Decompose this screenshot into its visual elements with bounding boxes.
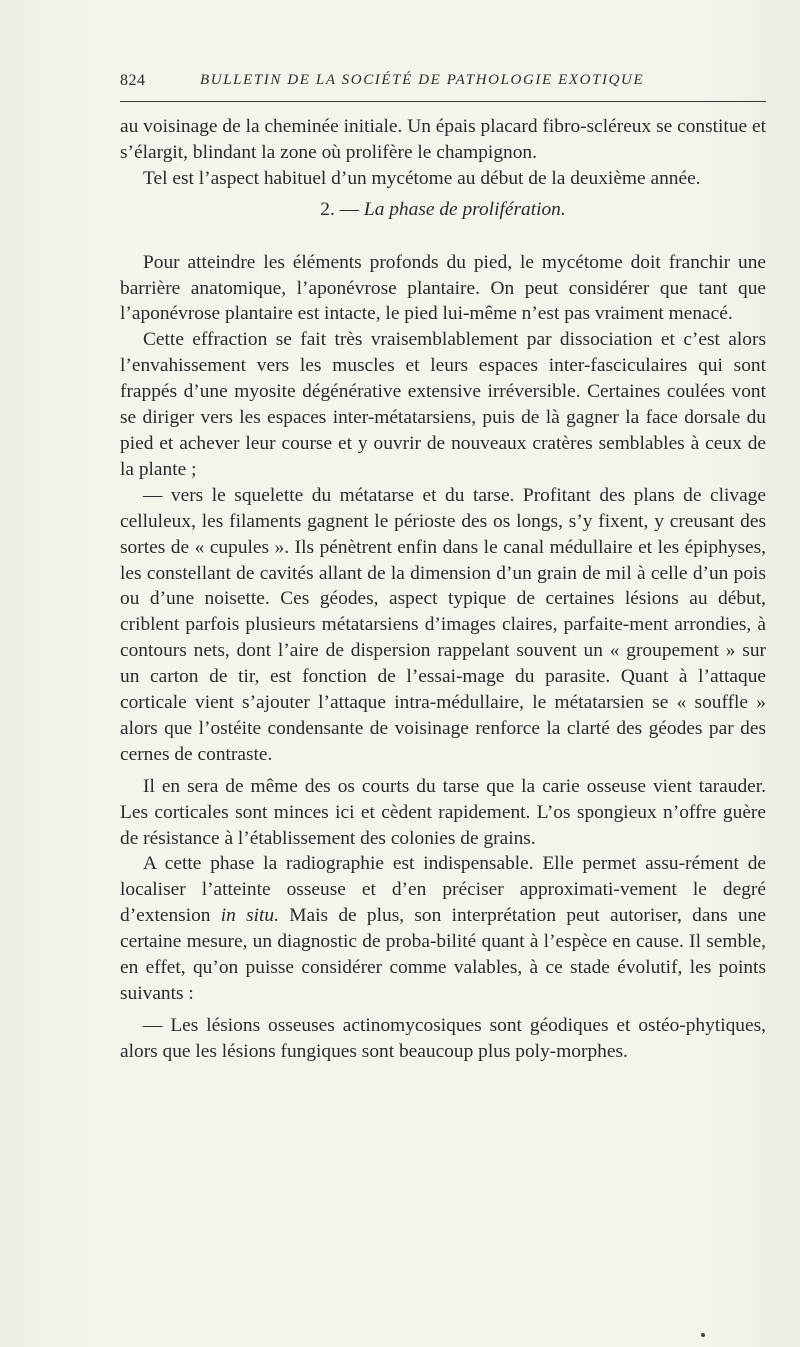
section-title: La phase de prolifération. [363, 198, 566, 220]
latin-term: in situ. [220, 905, 279, 927]
paragraph: au voisinage de la cheminée initiale. Un épais placard fibro-scléreux se constitue et s’élargit, blindant la zone où prolifère le champignon. [120, 116, 766, 163]
paragraph: Tel est l’aspect habituel d’un mycétome au début de la deuxième année. [143, 167, 701, 189]
paragraph: Cette effraction se fait très vraisemblablement par dissociation et c’est alors l’envahissement vers les muscles et leurs espaces inter-fasciculaires qui sont frappés d’une myosite dégénérative extensive irréversible. Certaines coulées vont se diriger vers les espaces inter-métatarsiens, puis de là gagner la face dorsale du pied et achever leur course et y ouvrir de nouveaux cratères semblables à ceux de la plante ; [120, 329, 766, 480]
section-heading [120, 197, 766, 223]
paragraph-part: A cette phase la radiographie est indispensable. Elle permet assu-rément de localiser l’atteinte osseuse et d’en préciser approximati-vement le degré d’extension [120, 853, 766, 927]
page-header [120, 70, 766, 100]
paragraph: — vers le squelette du métatarse et du tarse. Profitant des plans de clivage celluleux, les filaments gagnent le périoste des os longs, s’y fixent, y creusant des sortes de « cupules ». Ils pénètrent enfin dans le canal médullaire et les épiphyses, les constellant de cavités allant de la dimension d’un grain de mil à celle d’un pois ou d’une noisette. Ces géodes, aspect typique de certaines lésions au début, criblent parfois plusieurs métatarsiens d’images claires, parfaite-ment arrondies, à contours nets, dont l’aire de dispersion rappelant souvent un « groupement » sur un carton de tir, est fonction de l’essai-mage du parasite. Quant à l’attaque corticale vient s’ajouter l’attaque intra-médullaire, le métatarsien se « souffle » alors que l’ostéite condensante de voisinage renforce la clarté des géodes par des cernes de contraste. [120, 484, 766, 765]
paragraph-part: Mais de plus, son interprétation peut autoriser, dans une certaine mesure, un diagnostic de proba-bilité quant à l’espèce en cause. Il semble, en effet, qu’on puisse considérer comme valables, à ce stade évolutif, les points suivants : [120, 905, 766, 1004]
paragraph [120, 851, 766, 1006]
article-body [120, 114, 766, 1065]
paragraph: Pour atteindre les éléments profonds du pied, le mycétome doit franchir une barrière anatomique, l’aponévrose plantaire. On peut considérer que tant que l’aponévrose plantaire est intacte, le pied lui-même n’est pas vraiment menacé. [120, 251, 766, 325]
paragraph: Il en sera de même des os courts du tarse que la carie osseuse vient tarauder. Les corticales sont minces ici et cèdent rapidement. L’os spongieux n’offre guère de résistance à l’établissement des colonies de grains. [120, 775, 766, 849]
page-number: 824 [120, 72, 146, 89]
section-number: 2. — [320, 198, 360, 220]
spacer [120, 223, 766, 250]
running-title: BULLETIN DE LA SOCIÉTÉ DE PATHOLOGIE EXOTIQUE [200, 72, 645, 88]
print-speck [701, 1333, 705, 1337]
header-rule [120, 101, 766, 102]
paragraph: — Les lésions osseuses actinomycosiques sont géodiques et ostéo-phytiques, alors que les lésions fungiques sont beaucoup plus poly-morphes. [120, 1014, 766, 1062]
